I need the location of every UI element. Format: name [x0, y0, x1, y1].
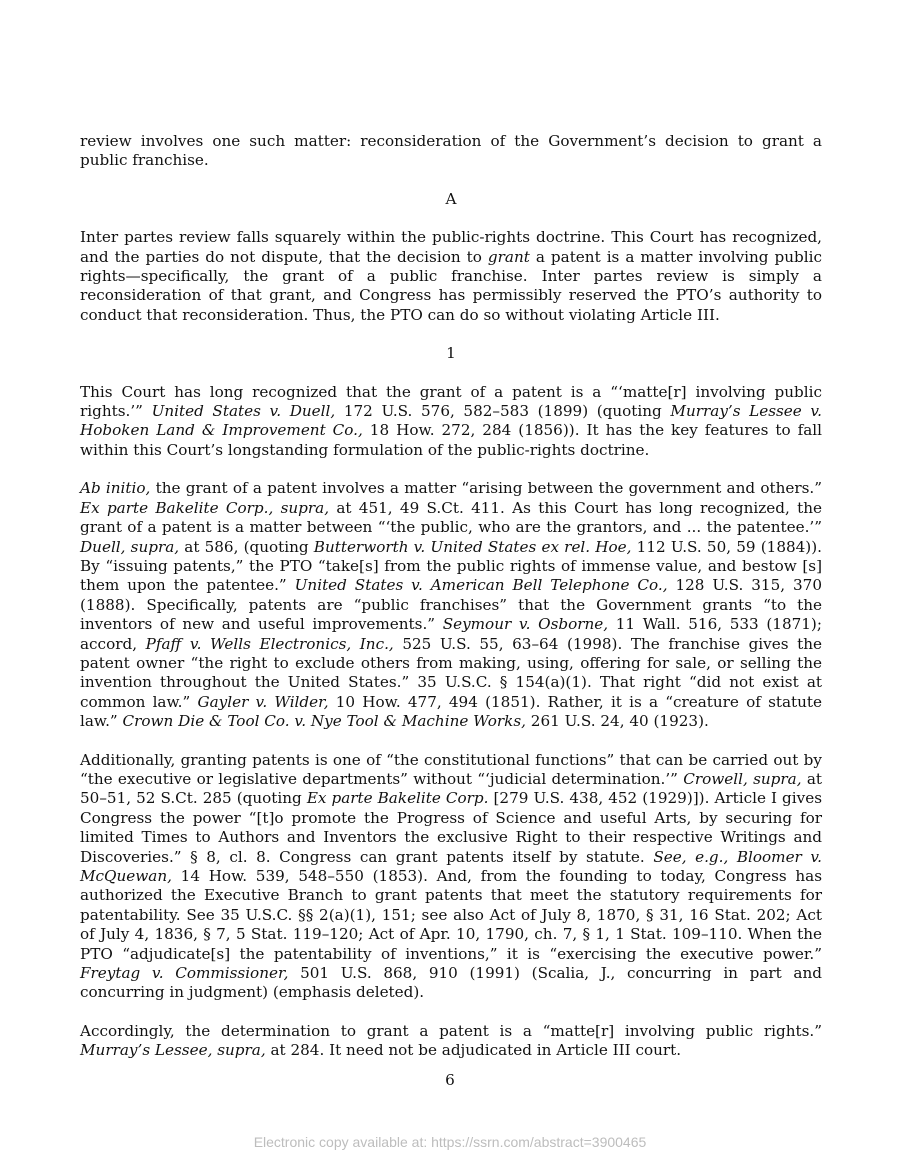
citation-italic: Murray’s Lessee, supra, [80, 1041, 266, 1060]
text-run: at 284. It need not be adjudicated in Article III court. [265, 1041, 682, 1060]
citation-italic: Gayler v. Wilder, [197, 692, 329, 711]
page-number: 6 [445, 1071, 455, 1089]
text-run: at 50–51, 52 S.Ct. 285 (quoting [80, 769, 822, 808]
citation-italic: Murray’s Lessee v. Hoboken Land & Improvement Co., [80, 402, 822, 440]
paragraph [80, 132, 822, 171]
citation-italic: Ex parte Bakelite Corp. [306, 789, 489, 808]
text-run: a patent is a matter involving public rights—specifically, the grant of a public franchise. Inter partes review is simply a reconsideration of that grant, and Congress has permissibly reserved the PTO’s authority to conduct that reconsideration. Thus, the PTO can do so without violating Article III. [80, 247, 822, 324]
citation-italic: Ex parte Bakelite Corp., supra, [80, 498, 330, 517]
text-run: Inter partes review falls squarely within the public-rights doctrine. This Court has recognized, and the parties do not dispute, that the decision to [80, 228, 822, 266]
citation-italic: Pfaff v. Wells Electronics, Inc., [145, 634, 394, 653]
text-run: [279 U.S. 438, 452 (1929)]). Article I gives Congress the power “[t]o promote the Progress of Science and useful Arts, by securing for limited Times to Authors and Inventors the exclusive Right to their respective Writings and Discoveries.” § 8, cl. 8. Congress can grant patents itself by statute. [80, 789, 822, 866]
text-run: This Court has long recognized that the grant of a patent is a “‘matte[r] involving public rights.’” [80, 382, 822, 421]
citation-italic: Duell, supra, [80, 537, 180, 556]
paragraph [80, 1022, 822, 1061]
citation-italic: Crown Die & Tool Co. v. Nye Tool & Machine Works, [122, 712, 526, 731]
citation-italic: United States v. Duell, [151, 402, 336, 421]
citation-italic: Ab initio, [80, 479, 151, 498]
text-run: 172 U.S. 576, 582–583 (1899) (quoting [335, 402, 671, 421]
text-run: at 586, (quoting [179, 537, 314, 556]
paragraph [80, 228, 822, 325]
citation-italic: Crowell, supra, [683, 769, 802, 788]
paragraph [80, 383, 822, 461]
text-run: the grant of a patent involves a matter “arising between the government and others.” [150, 479, 822, 498]
text-run: 18 How. 272, 284 (1856)). It has the key features to fall within this Court’s longstanding formulation of the public-rights doctrine. [80, 421, 822, 459]
text-run: 112 U.S. 50, 59 (1884)). By “issuing patents,” the PTO “take[s] from the public rights of immense value, and bestow [s] them upon the patentee.” [80, 537, 822, 595]
paragraph [80, 479, 822, 731]
citation-italic: Seymour v. Osborne, [442, 615, 609, 634]
citation-italic: See, e.g., Bloomer v. McQuewan, [80, 847, 822, 885]
text-run: 525 U.S. 55, 63–64 (1998). The franchise gives the patent owner “the right to exclude others from making, using, offering for sale, or selling the invention throughout the United States.” 35 U.S.C. § 154(a)(1). That right “did not exist at common law.” [80, 634, 822, 711]
paragraph [80, 751, 822, 1003]
citation-italic: grant [487, 247, 530, 266]
text-run: 261 U.S. 24, 40 (1923). [525, 712, 709, 731]
section-heading-a: A [445, 189, 457, 208]
text-run: Accordingly, the determination to grant a patent is a “matte[r] involving public rights.” [80, 1021, 822, 1040]
text-run: 11 Wall. 516, 533 (1871); accord, [80, 615, 822, 653]
text-run: 501 U.S. 868, 910 (1991) (Scalia, J., concurring in part and concurring in judgment) (emphasis deleted). [80, 964, 822, 1002]
document-body [80, 132, 822, 1080]
text-run: 128 U.S. 315, 370 (1888). Specifically, patents are “public franchises” that the Government grants “to the inventors of new and useful improvements.” [80, 576, 822, 634]
text-run: 10 How. 477, 494 (1851). Rather, it is a “creature of statute law.” [80, 692, 822, 731]
text-run: review involves one such matter: reconsideration of the Government’s decision to grant a public franchise. [80, 132, 822, 170]
citation-italic: Butterworth v. United States ex rel. Hoe, [313, 537, 632, 556]
ssrn-footer: Electronic copy available at: https://ssrn.com/abstract=3900465 [253, 1134, 647, 1150]
text-run: Additionally, granting patents is one of “the constitutional functions” that can be carried out by “the executive or legislative departments” without “‘judicial determination.’” [80, 750, 822, 788]
citation-italic: United States v. American Bell Telephone Co., [294, 576, 668, 595]
citation-italic: Freytag v. Commissioner, [80, 964, 289, 983]
subsection-heading-1: 1 [446, 344, 456, 363]
text-run: 14 How. 539, 548–550 (1853). And, from the founding to today, Congress has authorized the Executive Branch to grant patents that meet the statutory requirements for patentability. See 35 U.S.C. §§ 2(a)(1), 151; see also Act of July 8, 1870, § 31, 16 Stat. 202; Act of July 4, 1836, § 7, 5 Stat. 119–120; Act of Apr. 10, 1790, ch. 7, § 1, 1 Stat. 109–110. When the PTO “adjudicate[s] the patentability of inventions,” it is “exercising the executive power.” [80, 867, 822, 963]
text-run: at 451, 49 S.Ct. 411. As this Court has long recognized, the grant of a patent is a matter between “‘the public, who are the grantors, and ... the patentee.’” [80, 498, 822, 537]
